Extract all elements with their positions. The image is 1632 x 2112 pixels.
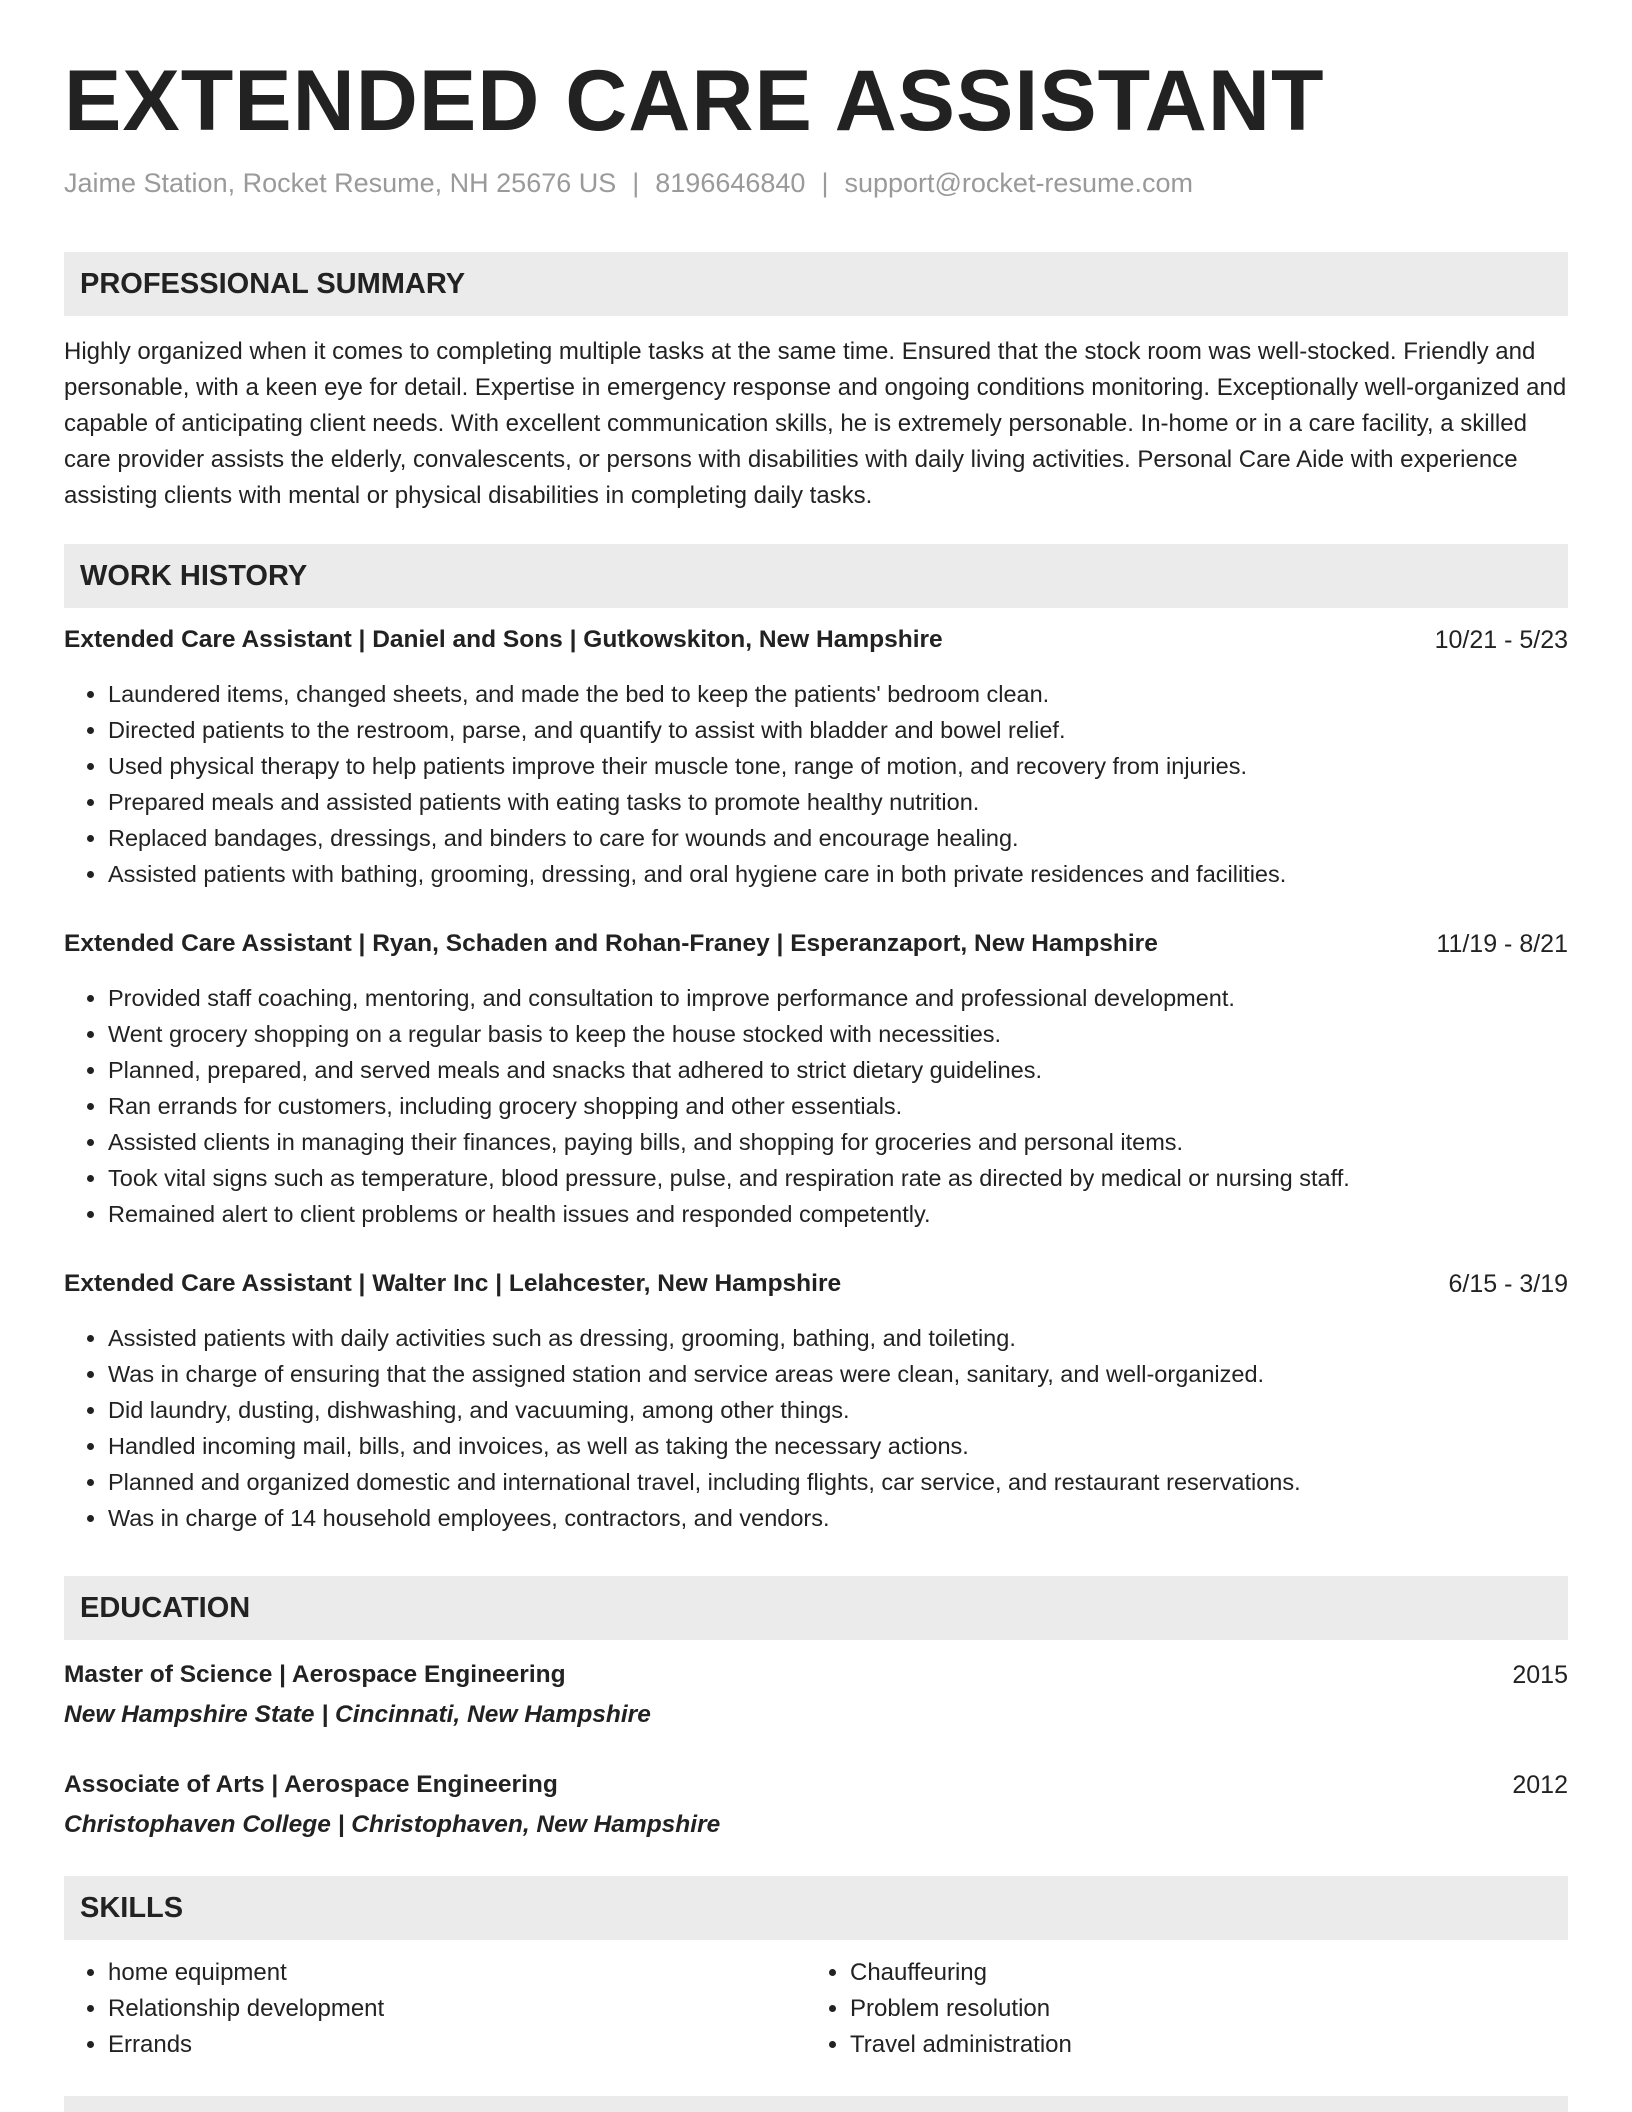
skill-item: • Travel administration xyxy=(850,2027,1550,2063)
section-heading: SKILLS xyxy=(80,1892,184,1924)
contact-email: support@rocket-resume.com xyxy=(844,168,1193,198)
skills-list-left xyxy=(64,1955,808,2063)
skill-item: • Relationship development xyxy=(108,1991,808,2027)
list-item: • Laundered items, changed sheets, and made the bed to keep the patients' bedroom clean. xyxy=(108,676,1568,712)
education-school: Christophaven College | Christophaven, New Hampshire xyxy=(64,1811,721,1838)
section-header-summary xyxy=(64,252,1568,316)
section-header-next xyxy=(64,2096,1568,2112)
section-header-education xyxy=(64,1576,1568,1640)
list-item: • Directed patients to the restroom, parse, and quantify to assist with bladder and bowel relief. xyxy=(108,712,1568,748)
list-item: • Went grocery shopping on a regular basis to keep the house stocked with necessities. xyxy=(108,1016,1568,1052)
list-item: • Assisted patients with bathing, grooming, dressing, and oral hygiene care in both private residences and facilities. xyxy=(108,856,1568,892)
skills-list-right xyxy=(806,1955,1550,2063)
list-item: • Was in charge of 14 household employees, contractors, and vendors. xyxy=(108,1500,1568,1536)
skill-item: • home equipment xyxy=(108,1955,808,1991)
list-item: • Assisted patients with daily activities such as dressing, grooming, bathing, and toileting. xyxy=(108,1320,1568,1356)
section-header-skills xyxy=(64,1876,1568,1940)
job-title: Extended Care Assistant | Walter Inc | Lelahcester, New Hampshire xyxy=(64,1270,842,1297)
skill-item: • Chauffeuring xyxy=(850,1955,1550,1991)
contact-phone: 8196646840 xyxy=(655,168,806,198)
list-item: • Provided staff coaching, mentoring, and consultation to improve performance and professional development. xyxy=(108,980,1568,1016)
list-item: • Handled incoming mail, bills, and invoices, as well as taking the necessary actions. xyxy=(108,1428,1568,1464)
education-year: 2012 xyxy=(1512,1771,1568,1799)
job-dates: 6/15 - 3/19 xyxy=(1448,1270,1568,1298)
section-heading: EDUCATION xyxy=(80,1592,251,1624)
list-item: • Did laundry, dusting, dishwashing, and vacuuming, among other things. xyxy=(108,1392,1568,1428)
job-dates: 10/21 - 5/23 xyxy=(1434,626,1568,654)
section-header-work-history xyxy=(64,544,1568,608)
skill-item: • Problem resolution xyxy=(850,1991,1550,2027)
list-item: • Replaced bandages, dressings, and binders to care for wounds and encourage healing. xyxy=(108,820,1568,856)
list-item: • Used physical therapy to help patients improve their muscle tone, range of motion, and recovery from injuries. xyxy=(108,748,1568,784)
list-item: • Took vital signs such as temperature, blood pressure, pulse, and respiration rate as directed by medical or nursing staff. xyxy=(108,1160,1568,1196)
job-bullets xyxy=(64,676,1568,892)
list-item: • Remained alert to client problems or health issues and responded competently. xyxy=(108,1196,1568,1232)
contact-separator: | xyxy=(821,168,829,198)
education-degree: Master of Science | Aerospace Engineering xyxy=(64,1661,566,1688)
list-item: • Ran errands for customers, including grocery shopping and other essentials. xyxy=(108,1088,1568,1124)
section-heading: PROFESSIONAL SUMMARY xyxy=(80,268,466,300)
job-bullets xyxy=(64,1320,1568,1536)
job-dates: 11/19 - 8/21 xyxy=(1436,930,1568,958)
list-item: • Assisted clients in managing their finances, paying bills, and shopping for groceries and personal items. xyxy=(108,1124,1568,1160)
contact-separator: | xyxy=(632,168,640,198)
education-school: New Hampshire State | Cincinnati, New Hampshire xyxy=(64,1701,651,1728)
skill-item: • Errands xyxy=(108,2027,808,2063)
education-degree: Associate of Arts | Aerospace Engineering xyxy=(64,1771,558,1798)
education-year: 2015 xyxy=(1512,1661,1568,1689)
contact-address: Jaime Station, Rocket Resume, NH 25676 US xyxy=(64,168,617,198)
list-item: • Planned, prepared, and served meals and snacks that adhered to strict dietary guidelines. xyxy=(108,1052,1568,1088)
contact-line xyxy=(64,168,1193,199)
job-title: Extended Care Assistant | Ryan, Schaden and Rohan-Franey | Esperanzaport, New Hampshire xyxy=(64,930,1158,957)
list-item: • Prepared meals and assisted patients with eating tasks to promote healthy nutrition. xyxy=(108,784,1568,820)
list-item: • Planned and organized domestic and international travel, including flights, car service, and restaurant reservations. xyxy=(108,1464,1568,1500)
candidate-name: EXTENDED CARE ASSISTANT xyxy=(64,53,1325,149)
job-title: Extended Care Assistant | Daniel and Sons | Gutkowskiton, New Hampshire xyxy=(64,626,943,653)
list-item: • Was in charge of ensuring that the assigned station and service areas were clean, sanitary, and well-organized. xyxy=(108,1356,1568,1392)
summary-text: Highly organized when it comes to completing multiple tasks at the same time. Ensured that the stock room was well-stocked. Friendly and personable, with a keen eye for detail. Expertise in emergency response and ongoing conditions monitoring. Exceptionally well-organized and capable of anticipating client needs. With excellent communication skills, he is extremely personable. In-home or in a care facility, a skilled care provider assists the elderly, convalescents, or persons with disabilities with daily living activities. Personal Care Aide with experience assisting clients with mental or physical disabilities in completing daily tasks. xyxy=(64,338,1567,509)
section-heading: WORK HISTORY xyxy=(80,560,308,592)
job-bullets xyxy=(64,980,1568,1232)
